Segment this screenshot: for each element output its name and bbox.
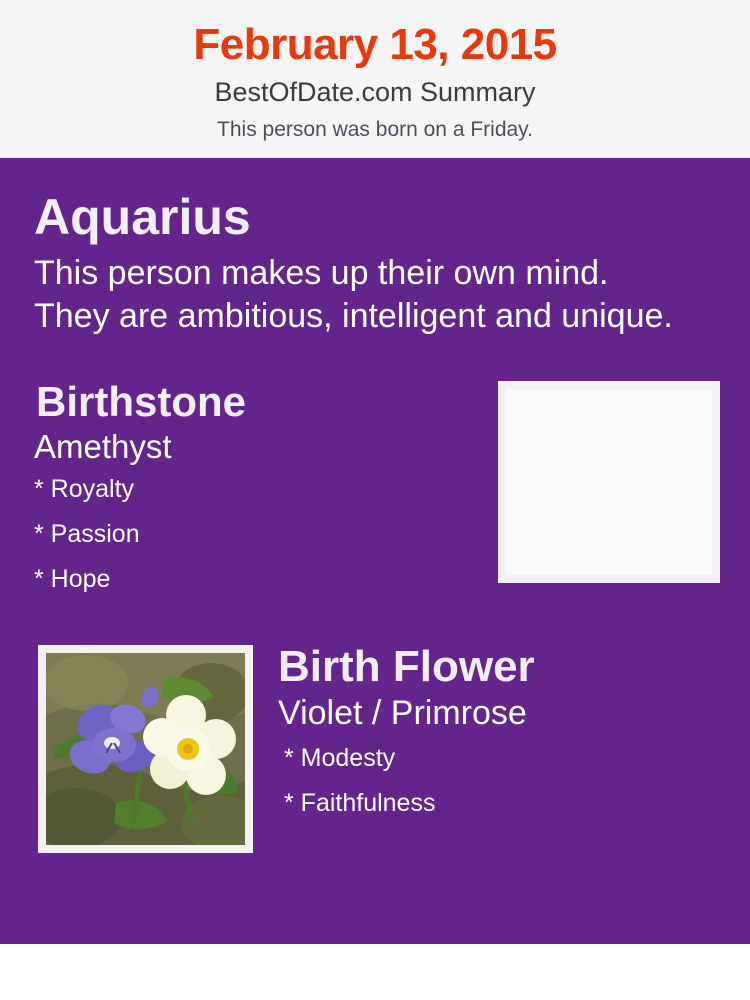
birthflower-trait: * Modesty [284,744,396,773]
birthflower-trait: * Faithfulness [284,789,436,818]
birthflower-text [278,642,720,818]
main-panel [0,158,750,944]
birthstone-trait: * Passion [34,520,140,549]
birth-day-note: This person was born on a Friday. [217,117,533,141]
photo-background [506,389,712,575]
amethyst-crystal-photo [498,381,720,583]
flower-illustration [46,653,245,845]
birthstone-trait: * Hope [34,565,111,594]
page-title: February 13, 2015 [193,20,557,69]
birthstone-title: Birthstone [36,378,246,425]
birthflower-title: Birth Flower [278,642,535,691]
zodiac-description: This person makes up their own mind. They are ambitious, intelligent and unique. [34,253,673,336]
birthstone-trait: * Royalty [34,475,135,504]
birthstone-name: Amethyst [34,428,172,465]
violet-primrose-photo [38,645,253,853]
amethyst-photo-inner [506,389,712,575]
birthstone-text [30,378,470,594]
flower-photo-inner [46,653,245,845]
site-name: BestOfDate.com Summary [214,77,536,108]
page-header [0,0,750,158]
zodiac-sign-title: Aquarius [34,188,251,245]
birthflower-section [30,642,720,865]
birthstone-section [30,378,720,611]
birthflower-name: Violet / Primrose [278,694,527,732]
